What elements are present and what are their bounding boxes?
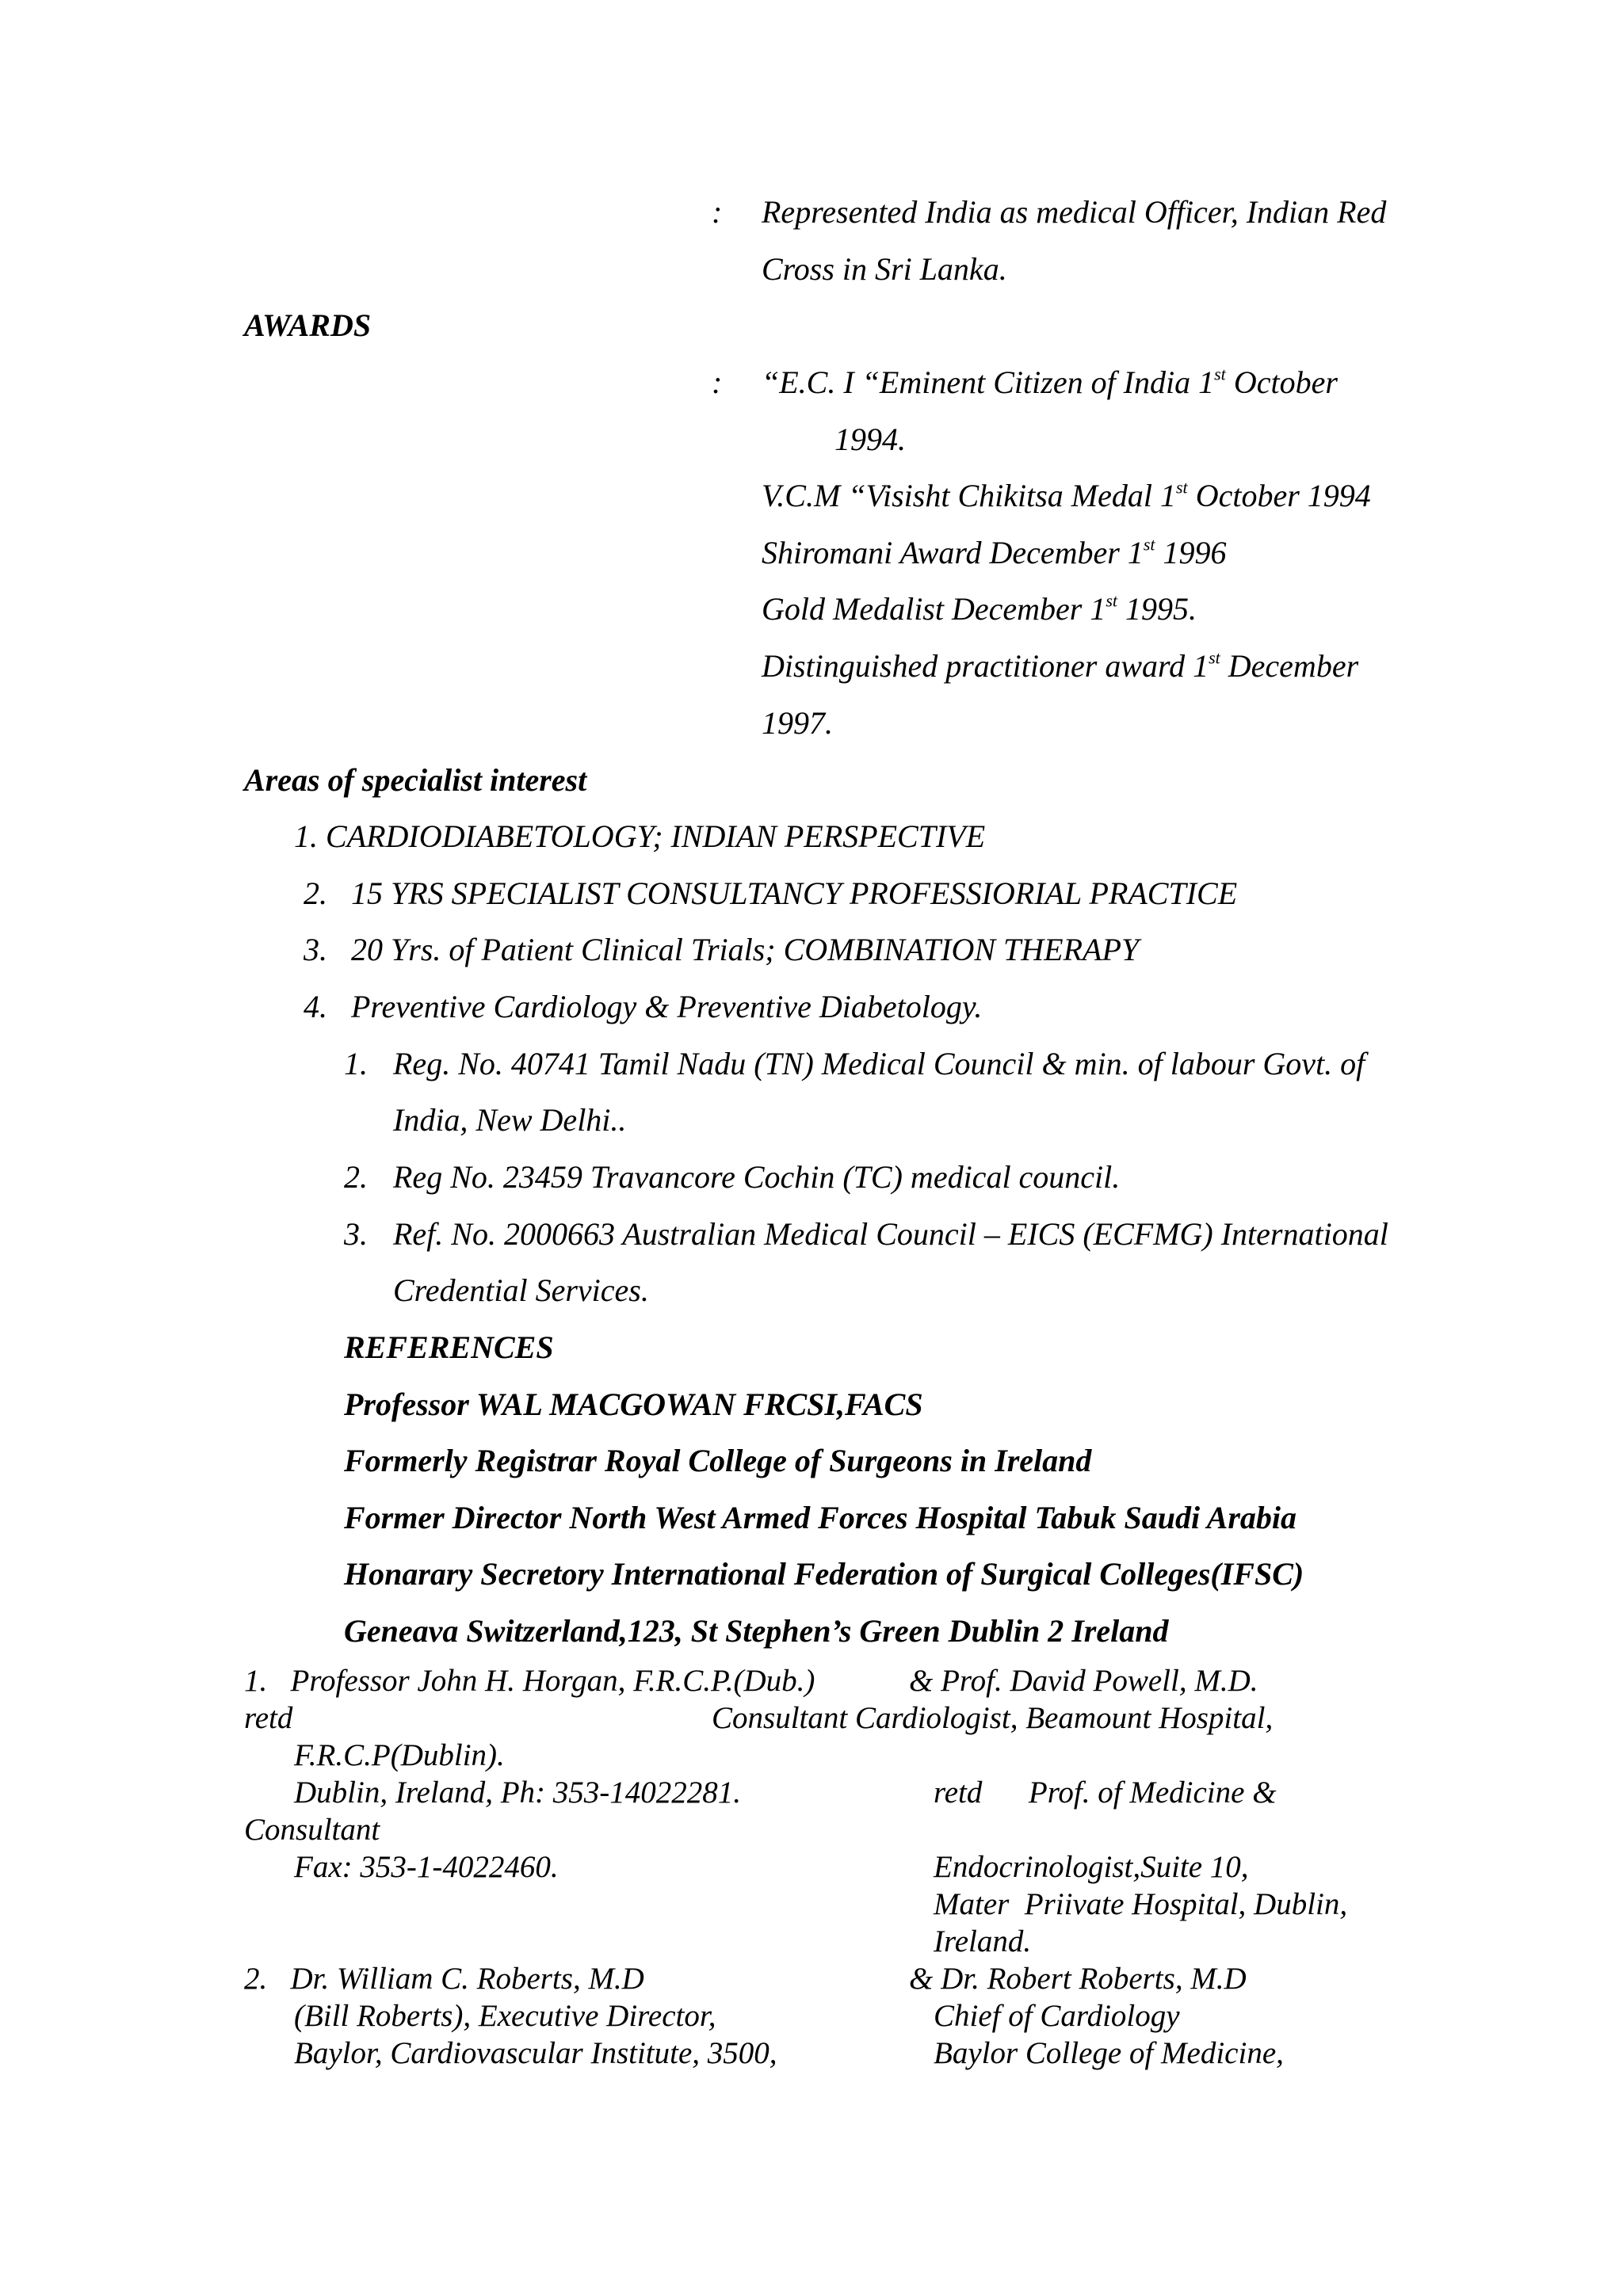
registration-line: Credential Services. <box>393 1272 649 1308</box>
interests-heading: Areas of specialist interest <box>244 762 587 798</box>
contact-line: 1. Professor John H. Horgan, F.R.C.P.(Dub.) <box>244 1664 815 1698</box>
awards-heading: AWARDS <box>244 307 372 343</box>
contact-line: & Prof. David Powell, M.D. <box>909 1664 1258 1698</box>
award-gold-medalist: Gold Medalist December 1st 1995. <box>762 590 1197 627</box>
reference-line: Honarary Secretory International Federation of Surgical Colleges(IFSC) <box>344 1556 1304 1592</box>
references-heading: REFERENCES <box>344 1329 554 1365</box>
red-cross-line-1: Represented India as medical Officer, Indian Red <box>762 194 1387 230</box>
reference-line: Professor WAL MACGOWAN FRCSI,FACS <box>344 1386 923 1422</box>
award-distinguished-practitioner: Distinguished practitioner award 1st December <box>762 647 1359 684</box>
awards-colon: : <box>712 364 723 400</box>
interest-item: 2. 15 YRS SPECIALIST CONSULTANCY PROFESSIORIAL PRACTICE <box>304 875 1238 911</box>
registration-line: Ref. No. 2000663 Australian Medical Council – EICS (ECFMG) International <box>393 1216 1388 1252</box>
award-eci-year: 1994. <box>834 421 906 457</box>
contact-line: Endocrinologist,Suite 10, <box>934 1850 1249 1884</box>
red-cross-colon: : <box>712 194 723 230</box>
contact-line: Baylor College of Medicine, <box>934 2036 1284 2070</box>
contact-line: (Bill Roberts), Executive Director, <box>294 1999 716 2033</box>
award-vcm: V.C.M “Visisht Chikitsa Medal 1st October 1994 <box>762 477 1371 513</box>
interest-item: 1. CARDIODIABETOLOGY; INDIAN PERSPECTIVE <box>294 818 986 854</box>
contact-line: Dublin, Ireland, Ph: 353-14022281. <box>294 1775 741 1810</box>
contact-line: Fax: 353-1-4022460. <box>294 1850 559 1884</box>
award-eci: “E.C. I “Eminent Citizen of India 1st October <box>762 364 1338 400</box>
contact-line: Chief of Cardiology <box>934 1999 1180 2033</box>
contact-line: Consultant <box>244 1813 380 1847</box>
registration-number: 2. <box>344 1159 368 1195</box>
reference-line: Geneava Switzerland,123, St Stephen’s Green Dublin 2 Ireland <box>344 1613 1169 1649</box>
interest-item: 3. 20 Yrs. of Patient Clinical Trials; COMBINATION THERAPY <box>304 932 1140 967</box>
registration-line: Reg. No. 40741 Tamil Nadu (TN) Medical Council & min. of labour Govt. of <box>393 1046 1365 1081</box>
registration-line: India, New Delhi.. <box>393 1102 627 1138</box>
contact-line: Consultant Cardiologist, Beamount Hospital, <box>712 1701 1274 1735</box>
reference-line: Formerly Registrar Royal College of Surgeons in Ireland <box>344 1443 1092 1478</box>
contact-line: & Dr. Robert Roberts, M.D <box>909 1962 1247 1996</box>
registration-number: 1. <box>344 1046 368 1081</box>
contact-line: retd Prof. of Medicine & <box>934 1775 1277 1810</box>
contact-line: Baylor, Cardiovascular Institute, 3500, <box>294 2036 777 2070</box>
contact-line: F.R.C.P(Dublin). <box>294 1738 505 1772</box>
interest-item: 4. Preventive Cardiology & Preventive Diabetology. <box>304 989 983 1024</box>
award-distinguished-year: 1997. <box>762 705 833 741</box>
reference-line: Former Director North West Armed Forces Hospital Tabuk Saudi Arabia <box>344 1500 1297 1535</box>
registration-number: 3. <box>344 1216 368 1252</box>
contact-line: 2. Dr. William C. Roberts, M.D <box>244 1962 644 1996</box>
red-cross-line-2: Cross in Sri Lanka. <box>762 251 1007 287</box>
registration-line: Reg No. 23459 Travancore Cochin (TC) medical council. <box>393 1159 1121 1195</box>
contact-line: Mater Priivate Hospital, Dublin, <box>934 1887 1348 1921</box>
contact-line: Ireland. <box>934 1924 1032 1958</box>
contact-line: retd <box>244 1701 293 1735</box>
award-shiromani: Shiromani Award December 1st 1996 <box>762 534 1227 570</box>
